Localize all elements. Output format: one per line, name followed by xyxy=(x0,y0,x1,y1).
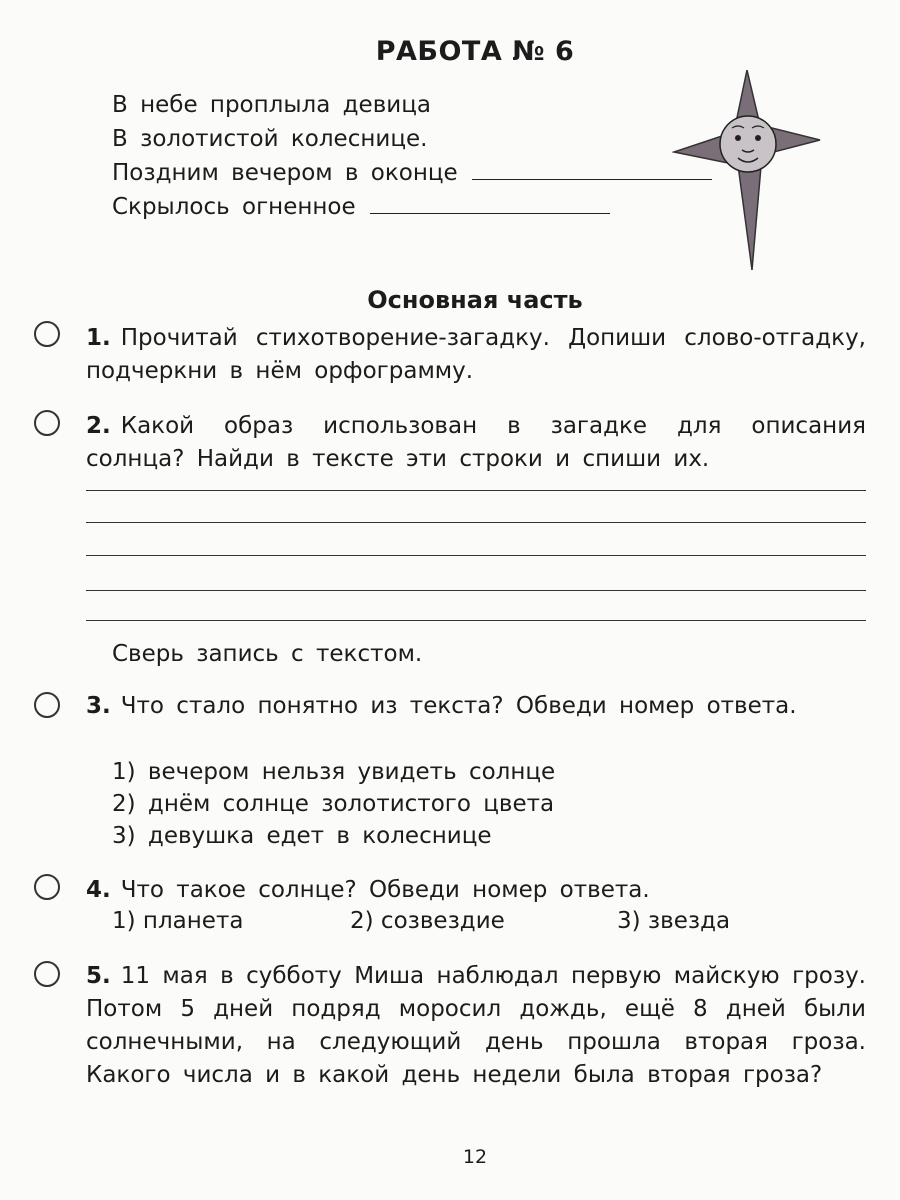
task-4 xyxy=(86,874,866,907)
task-3-options xyxy=(112,756,555,852)
poem-line-2: В золотистой колеснице. xyxy=(112,126,428,152)
poem-line-3-text: Поздним вечером в оконце xyxy=(112,160,458,186)
task-4-option-1[interactable]: 1) планета xyxy=(112,908,244,934)
task-5-number: 5. xyxy=(86,963,111,989)
task-5 xyxy=(86,960,866,1092)
poem-line-4-text: Скрылось огненное xyxy=(112,194,356,220)
answer-blank-2[interactable] xyxy=(370,195,610,214)
task-3-option-2[interactable]: 2) днём солнце золотистого цвета xyxy=(112,791,555,817)
task-4-text: Что такое солнце? Обведи номер ответа. xyxy=(120,877,650,903)
task-1 xyxy=(86,322,866,388)
answer-line-5[interactable] xyxy=(86,620,866,621)
answer-line-1[interactable] xyxy=(86,490,866,491)
task-4-number: 4. xyxy=(86,877,111,903)
task-4-option-3[interactable]: 3) звезда xyxy=(617,908,731,934)
page-title: РАБОТА № 6 xyxy=(375,36,575,67)
sun-icon xyxy=(672,70,822,270)
poem-line-4 xyxy=(112,190,712,224)
task-2-circle-icon[interactable] xyxy=(34,410,60,436)
task-3-circle-icon[interactable] xyxy=(34,692,60,718)
answer-line-3[interactable] xyxy=(86,555,866,556)
page-number: 12 xyxy=(462,1146,488,1168)
answer-line-2[interactable] xyxy=(86,522,866,523)
task-2 xyxy=(86,410,866,476)
poem-line-3 xyxy=(112,156,712,190)
answer-line-4[interactable] xyxy=(86,590,866,591)
riddle-poem xyxy=(112,88,712,224)
check-instruction: Сверь запись с текстом. xyxy=(112,641,423,667)
task-2-text: Какой образ использован в загадке для описания солнца? Найди в тексте эти строки и спиши их. xyxy=(86,413,866,472)
task-4-option-2[interactable]: 2) созвездие xyxy=(350,908,505,934)
task-3 xyxy=(86,690,866,723)
task-1-number: 1. xyxy=(86,325,111,351)
task-3-option-3[interactable]: 3) девушка едет в колеснице xyxy=(112,823,492,849)
task-2-number: 2. xyxy=(86,413,111,439)
task-3-option-1[interactable]: 1) вечером нельзя увидеть солнце xyxy=(112,759,556,785)
task-5-circle-icon[interactable] xyxy=(34,961,60,987)
task-1-circle-icon[interactable] xyxy=(34,321,60,347)
section-title: Основная часть xyxy=(367,286,583,314)
task-4-circle-icon[interactable] xyxy=(34,874,60,900)
task-5-text: 11 мая в субботу Миша наблюдал первую майскую грозу. Потом 5 дней подряд моросил дождь, ещё 8 дней были солнечными, на следующий день прошла вторая гроза. Какого числа и в какой день недели была вторая гроза? xyxy=(86,963,866,1088)
task-3-number: 3. xyxy=(86,693,111,719)
task-1-text: Прочитай стихотворение-загадку. Допиши слово-отгадку, подчеркни в нём орфограмму. xyxy=(86,325,866,384)
poem-line-1: В небе проплыла девица xyxy=(112,92,431,118)
task-3-text: Что стало понятно из текста? Обведи номер ответа. xyxy=(120,693,797,719)
